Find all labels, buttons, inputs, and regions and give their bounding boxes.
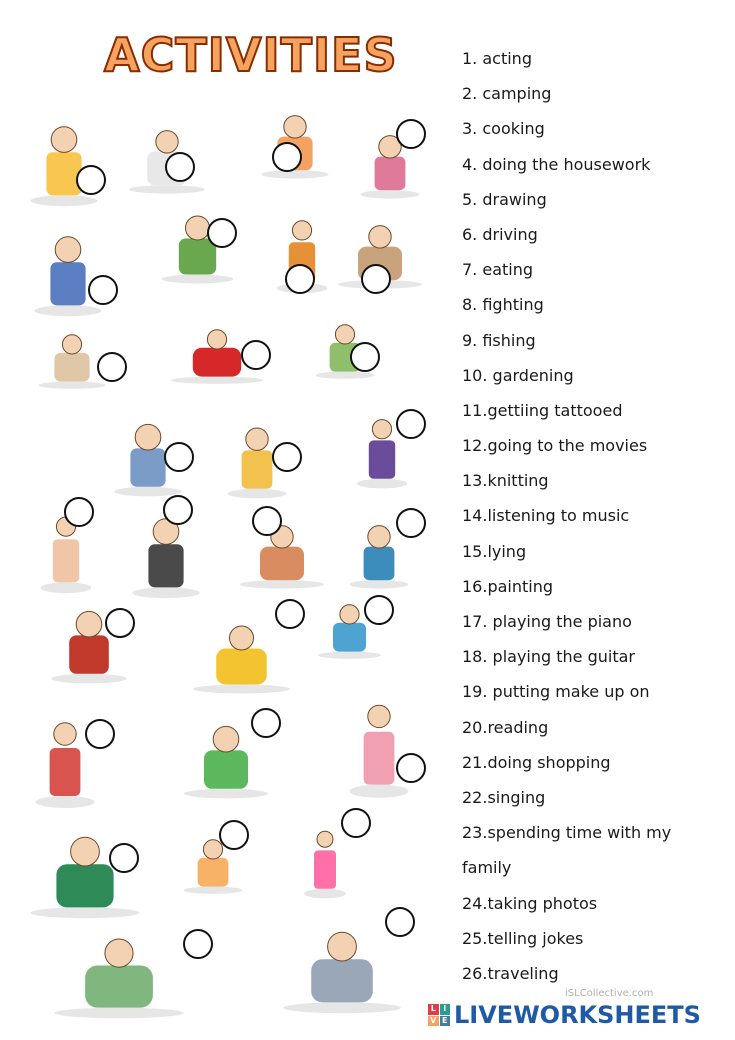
- answer-circle-11[interactable]: [350, 342, 380, 372]
- answer-circle-3[interactable]: [272, 142, 302, 172]
- answer-circle-7[interactable]: [285, 264, 315, 294]
- liveworksheets-logo-icon: [428, 1004, 450, 1026]
- activity-item: 7. eating: [462, 260, 534, 280]
- answer-circle-14[interactable]: [396, 409, 426, 439]
- activity-item: 20.reading: [462, 717, 549, 737]
- answer-circle-21[interactable]: [364, 595, 394, 625]
- activity-item: 11.gettiing tattooed: [462, 400, 623, 420]
- activity-item: 4. doing the housework: [462, 154, 651, 174]
- activity-item: 19. putting make up on: [462, 682, 650, 702]
- answer-circle-25[interactable]: [109, 843, 139, 873]
- activity-word-list: [462, 44, 671, 994]
- answer-circle-2[interactable]: [165, 152, 195, 182]
- answer-circle-9[interactable]: [97, 352, 127, 382]
- laughing-kids-picture: [184, 620, 299, 695]
- activity-item: 18. playing the guitar: [462, 647, 635, 667]
- answer-circle-5[interactable]: [88, 275, 118, 305]
- answer-circle-20[interactable]: [275, 599, 305, 629]
- activity-item: 23.spending time with my: [462, 823, 672, 843]
- tv-kids-picture: [232, 520, 332, 590]
- activity-item: 8. fighting: [462, 295, 544, 315]
- activity-item: 13.knitting: [462, 471, 549, 491]
- answer-circle-4[interactable]: [396, 119, 426, 149]
- answer-circle-16[interactable]: [163, 495, 193, 525]
- brand-name: LIVEWORKSHEETS: [454, 1001, 701, 1029]
- answer-circle-27[interactable]: [341, 808, 371, 838]
- answer-circle-19[interactable]: [105, 608, 135, 638]
- answer-circle-28[interactable]: [183, 929, 213, 959]
- activity-item: 15.lying: [462, 541, 527, 561]
- activity-item: 10. gardening: [462, 365, 574, 385]
- activity-item: 9. fishing: [462, 330, 536, 350]
- logo-letter: I: [440, 1004, 451, 1015]
- answer-circle-26[interactable]: [219, 820, 249, 850]
- liveworksheets-brand: [428, 998, 701, 1032]
- piano-picture: [126, 510, 206, 600]
- answer-circle-23[interactable]: [251, 708, 281, 738]
- answer-circle-13[interactable]: [272, 442, 302, 472]
- logo-letter: V: [428, 1016, 439, 1027]
- activity-item: 3. cooking: [462, 119, 545, 139]
- answer-circle-12[interactable]: [164, 442, 194, 472]
- music-girl-picture: [300, 820, 350, 900]
- activity-item: 1. acting: [462, 49, 532, 68]
- pizza-woman-picture: [344, 690, 414, 800]
- answer-circle-24[interactable]: [396, 753, 426, 783]
- activity-item: 14.listening to music: [462, 506, 630, 526]
- family-photo-picture: [42, 932, 196, 1020]
- logo-letter: L: [428, 1004, 439, 1015]
- answer-circle-10[interactable]: [241, 340, 271, 370]
- answer-circle-1[interactable]: [76, 165, 106, 195]
- activity-item: 25.telling jokes: [462, 928, 584, 948]
- activity-item: 17. playing the piano: [462, 612, 632, 631]
- answer-circle-17[interactable]: [252, 506, 282, 536]
- worksheet-title: ACTIVITIES: [104, 28, 398, 82]
- activity-item: 6. driving: [462, 224, 538, 244]
- answer-circle-6[interactable]: [207, 218, 237, 248]
- watermark-text: iSLCollective.com: [565, 988, 654, 999]
- activity-item: 21.doing shopping: [462, 752, 611, 772]
- answer-circle-18[interactable]: [396, 508, 426, 538]
- answer-circle-29[interactable]: [385, 907, 415, 937]
- answer-circle-8[interactable]: [361, 264, 391, 294]
- activity-item: family: [462, 858, 512, 878]
- activity-item: 26.traveling: [462, 963, 559, 983]
- activity-item: 2. camping: [462, 84, 552, 104]
- activity-item: 12.going to the movies: [462, 436, 648, 456]
- activity-item: 16.painting: [462, 576, 554, 596]
- activity-item: 5. drawing: [462, 189, 547, 209]
- activity-item: 24.taking photos: [462, 893, 598, 913]
- logo-letter: E: [440, 1016, 451, 1027]
- housework-picture: [272, 925, 412, 1015]
- answer-circle-22[interactable]: [85, 719, 115, 749]
- answer-circle-15[interactable]: [64, 497, 94, 527]
- singing-man-picture: [28, 228, 108, 318]
- activity-item: 22.singing: [462, 787, 546, 807]
